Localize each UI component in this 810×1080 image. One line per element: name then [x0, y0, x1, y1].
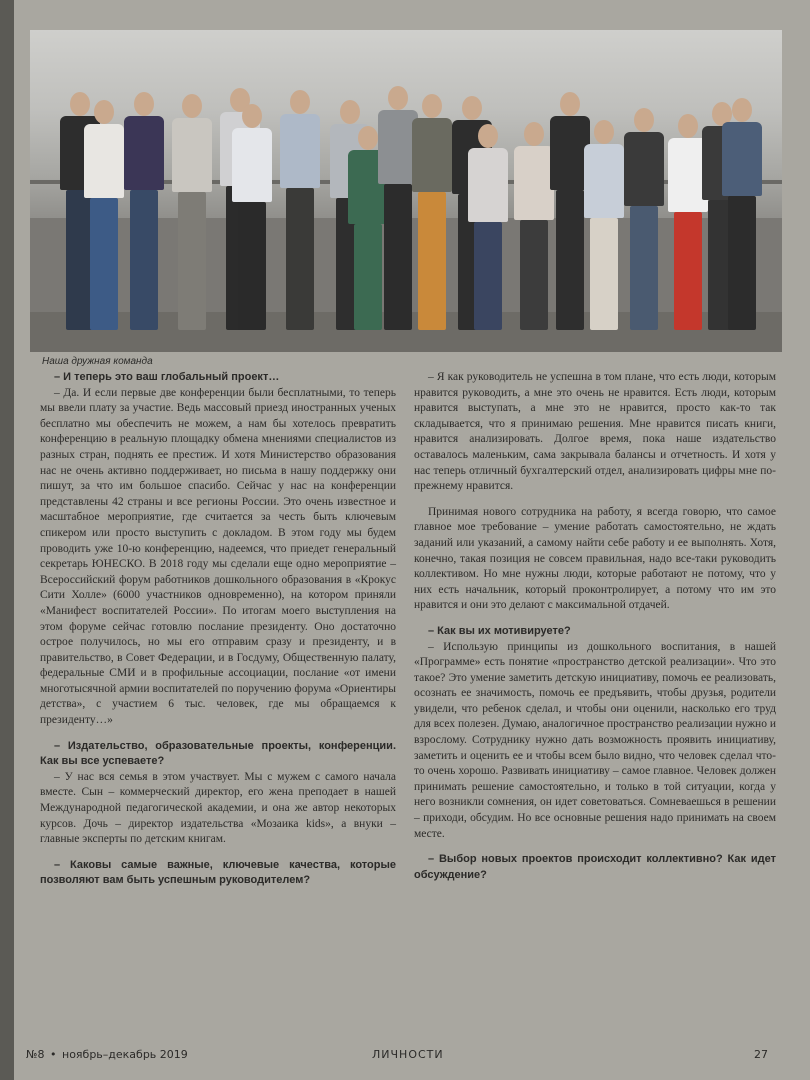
figure-legs	[238, 202, 266, 330]
figure-legs	[286, 188, 314, 330]
figure-legs	[354, 224, 382, 330]
figure-torso	[124, 116, 164, 190]
answer-leader: – Я как руководитель не успешна в том плане, что есть люди, которым нравится руководить, а мне это очень не нравится. Есть люди, которым нравится выступать, а мне это не нравится, просто как-то так складывается, что я принимаю решения. Мне нравится писать книги, нравится анализировать. Долгое время, пока наше издательство оставалось маленьким, сама закрывала балансы и отчетность. И хотя у нас теперь отличный бухгалтерский отдел, анализировать цифры мне по-прежнему нравится.	[414, 371, 776, 493]
question-motivation: – Как вы их мотивируете?	[428, 624, 571, 637]
magazine-page	[14, 0, 810, 1080]
figure-head	[524, 122, 544, 146]
figure-head	[290, 90, 310, 114]
page-number: 27	[754, 1048, 768, 1061]
figure-head	[358, 126, 378, 150]
figure-legs	[384, 184, 412, 330]
figure-torso	[514, 146, 554, 220]
figure-legs	[674, 212, 702, 330]
figure-torso	[412, 118, 452, 192]
adjacent-page-edge	[0, 0, 14, 1080]
answer-conference: – Да. И если первые две конференции были бесплатными, то теперь мы ввели плату за участие. Ведь массовый приезд иностранных ученых бесплатно мы обеспечить не можем, а нам бы хотелось превратить конференцию в реальную площадку обмена мнениями специалистов из разных стран, поднять ее престиж. И хотя Министерство образования нас не очень активно поддерживает, но письма в нашу поддержку они пишут, за что им большое спасибо. Сейчас у нас на конференции представлены 42 страны и все регионы России. Это очень известное и масштабное мероприятие, где считается за честь быть ключевым спикером или просто выступить с докладом. В этом году мы будем проводить уже 10-ю конференцию, надеемся, что приедет генеральный секретарь ЮНЕСКО. В 2018 году мы сделали еще одно мероприятие – Всероссийский форум работников дошкольного образования в «Крокус Сити Холле» (6000 участников одновременно), на котором приняли «Манифест воспитателей России». По итогам моего выступления на этом форуме сейчас готовлю послание президенту. Оно достаточно острое получилось, но мы его отправим сразу и президенту, и в правительство, в Совет Федерации, и в Госдуму, Общественную палату, федеральные СМИ и в профильные ассоциации, послание «от имени многотысячной армии воспитателей по поручению форума «Ориентиры детства», с участием 6 тыс. человек, где мы обращаемся к президенту…»	[40, 386, 396, 727]
figure-legs	[474, 222, 502, 330]
figure-legs	[556, 190, 584, 330]
figure-head	[594, 120, 614, 144]
figure-head	[94, 100, 114, 124]
question-key-qualities: – Каковы самые важные, ключевые качества, которые позволяют вам быть успешным руководителем?	[40, 858, 396, 887]
footer-bullet: •	[50, 1048, 57, 1061]
figure-head	[422, 94, 442, 118]
figure-head	[560, 92, 580, 116]
question-how-manage: – Издательство, образовательные проекты, конференции. Как вы все успеваете?	[40, 739, 396, 768]
figure-legs	[418, 192, 446, 330]
issue-number: №8	[26, 1048, 45, 1061]
figure-torso	[232, 128, 272, 202]
figure-legs	[590, 218, 618, 330]
team-photo	[30, 30, 782, 352]
figure-legs	[728, 196, 756, 330]
answer-motivation: – Использую принципы из дошкольного воспитания, в нашей «Программе» есть понятие «пространство детской реализации». Что это такое? Это умение заметить детскую инициативу, помочь ее реализовать, осознать ее значимость, помочь ее предъявить, чтобы друзья, родители увидели, что ребенок сделал, и чтобы они оценили, насколько его труд для всех полезен. Думаю, аналогичное пространство реализации нужно и взрослому. Сотруднику нужно дать возможность проявить инициативу, заметить и оценить ее и чтобы всем было видно, что человек сделал что-то очень хорошо. Развивать инициативу – самое главное. Человек должен принимать решение самостоятельно, и только в той ситуации, когда у него возникли сомнения, он идет советоваться. Сомневаешься в решении – приходи, обсудим. Но все основные решения надо принимать на своем месте.	[414, 640, 776, 840]
issue-date: ноябрь–декабрь 2019	[62, 1048, 188, 1061]
figure-legs	[520, 220, 548, 330]
figure-torso	[722, 122, 762, 196]
figure-head	[242, 104, 262, 128]
figure-legs	[178, 192, 206, 330]
figure-torso	[468, 148, 508, 222]
answer-hiring: Принимая нового сотрудника на работу, я всегда говорю, что самое главное мое требование – умение работать самостоятельно, не ждать заданий или указаний, а самому найти себе работу и ее выполнять. Хотя, конечно, такая позиция не совсем правильная, надо все-таки руководить коллективом. Но мне нужны люди, которые работают не потому, что у них есть начальник, который проконтролирует, а потому что им это нравится и они это делают с максимальной отдачей.	[414, 505, 776, 612]
figure-head	[462, 96, 482, 120]
page-footer	[14, 1048, 810, 1068]
figure-head	[478, 124, 498, 148]
text-column-right	[414, 370, 776, 883]
figure-torso	[624, 132, 664, 206]
figure-head	[678, 114, 698, 138]
figure-head	[732, 98, 752, 122]
figure-head	[134, 92, 154, 116]
answer-family: – У нас вся семья в этом участвует. Мы с мужем с самого начала вместе. Сын – коммерческий директор, его жена преподает в нашей Международной педагогической академии, и она же автор некоторых курсов. Дочь – директор издательства «Мозаика kids», а внуки – главные эксперты по детским книгам.	[40, 770, 396, 846]
figure-head	[70, 92, 90, 116]
figure-torso	[584, 144, 624, 218]
section-name: ЛИЧНОСТИ	[372, 1048, 444, 1061]
question-global-project: – И теперь это ваш глобальный проект…	[54, 371, 280, 383]
figure-torso	[84, 124, 124, 198]
figure-legs	[90, 198, 118, 330]
figure-head	[634, 108, 654, 132]
figure-legs	[130, 190, 158, 330]
figure-head	[388, 86, 408, 110]
photo-caption: Наша дружная команда	[42, 356, 153, 367]
question-new-projects: – Выбор новых проектов происходит коллективно? Как идет обсуждение?	[414, 853, 776, 881]
figure-head	[340, 100, 360, 124]
text-column-left	[40, 370, 396, 889]
figure-head	[182, 94, 202, 118]
figure-torso	[172, 118, 212, 192]
figure-torso	[280, 114, 320, 188]
figure-legs	[630, 206, 658, 330]
